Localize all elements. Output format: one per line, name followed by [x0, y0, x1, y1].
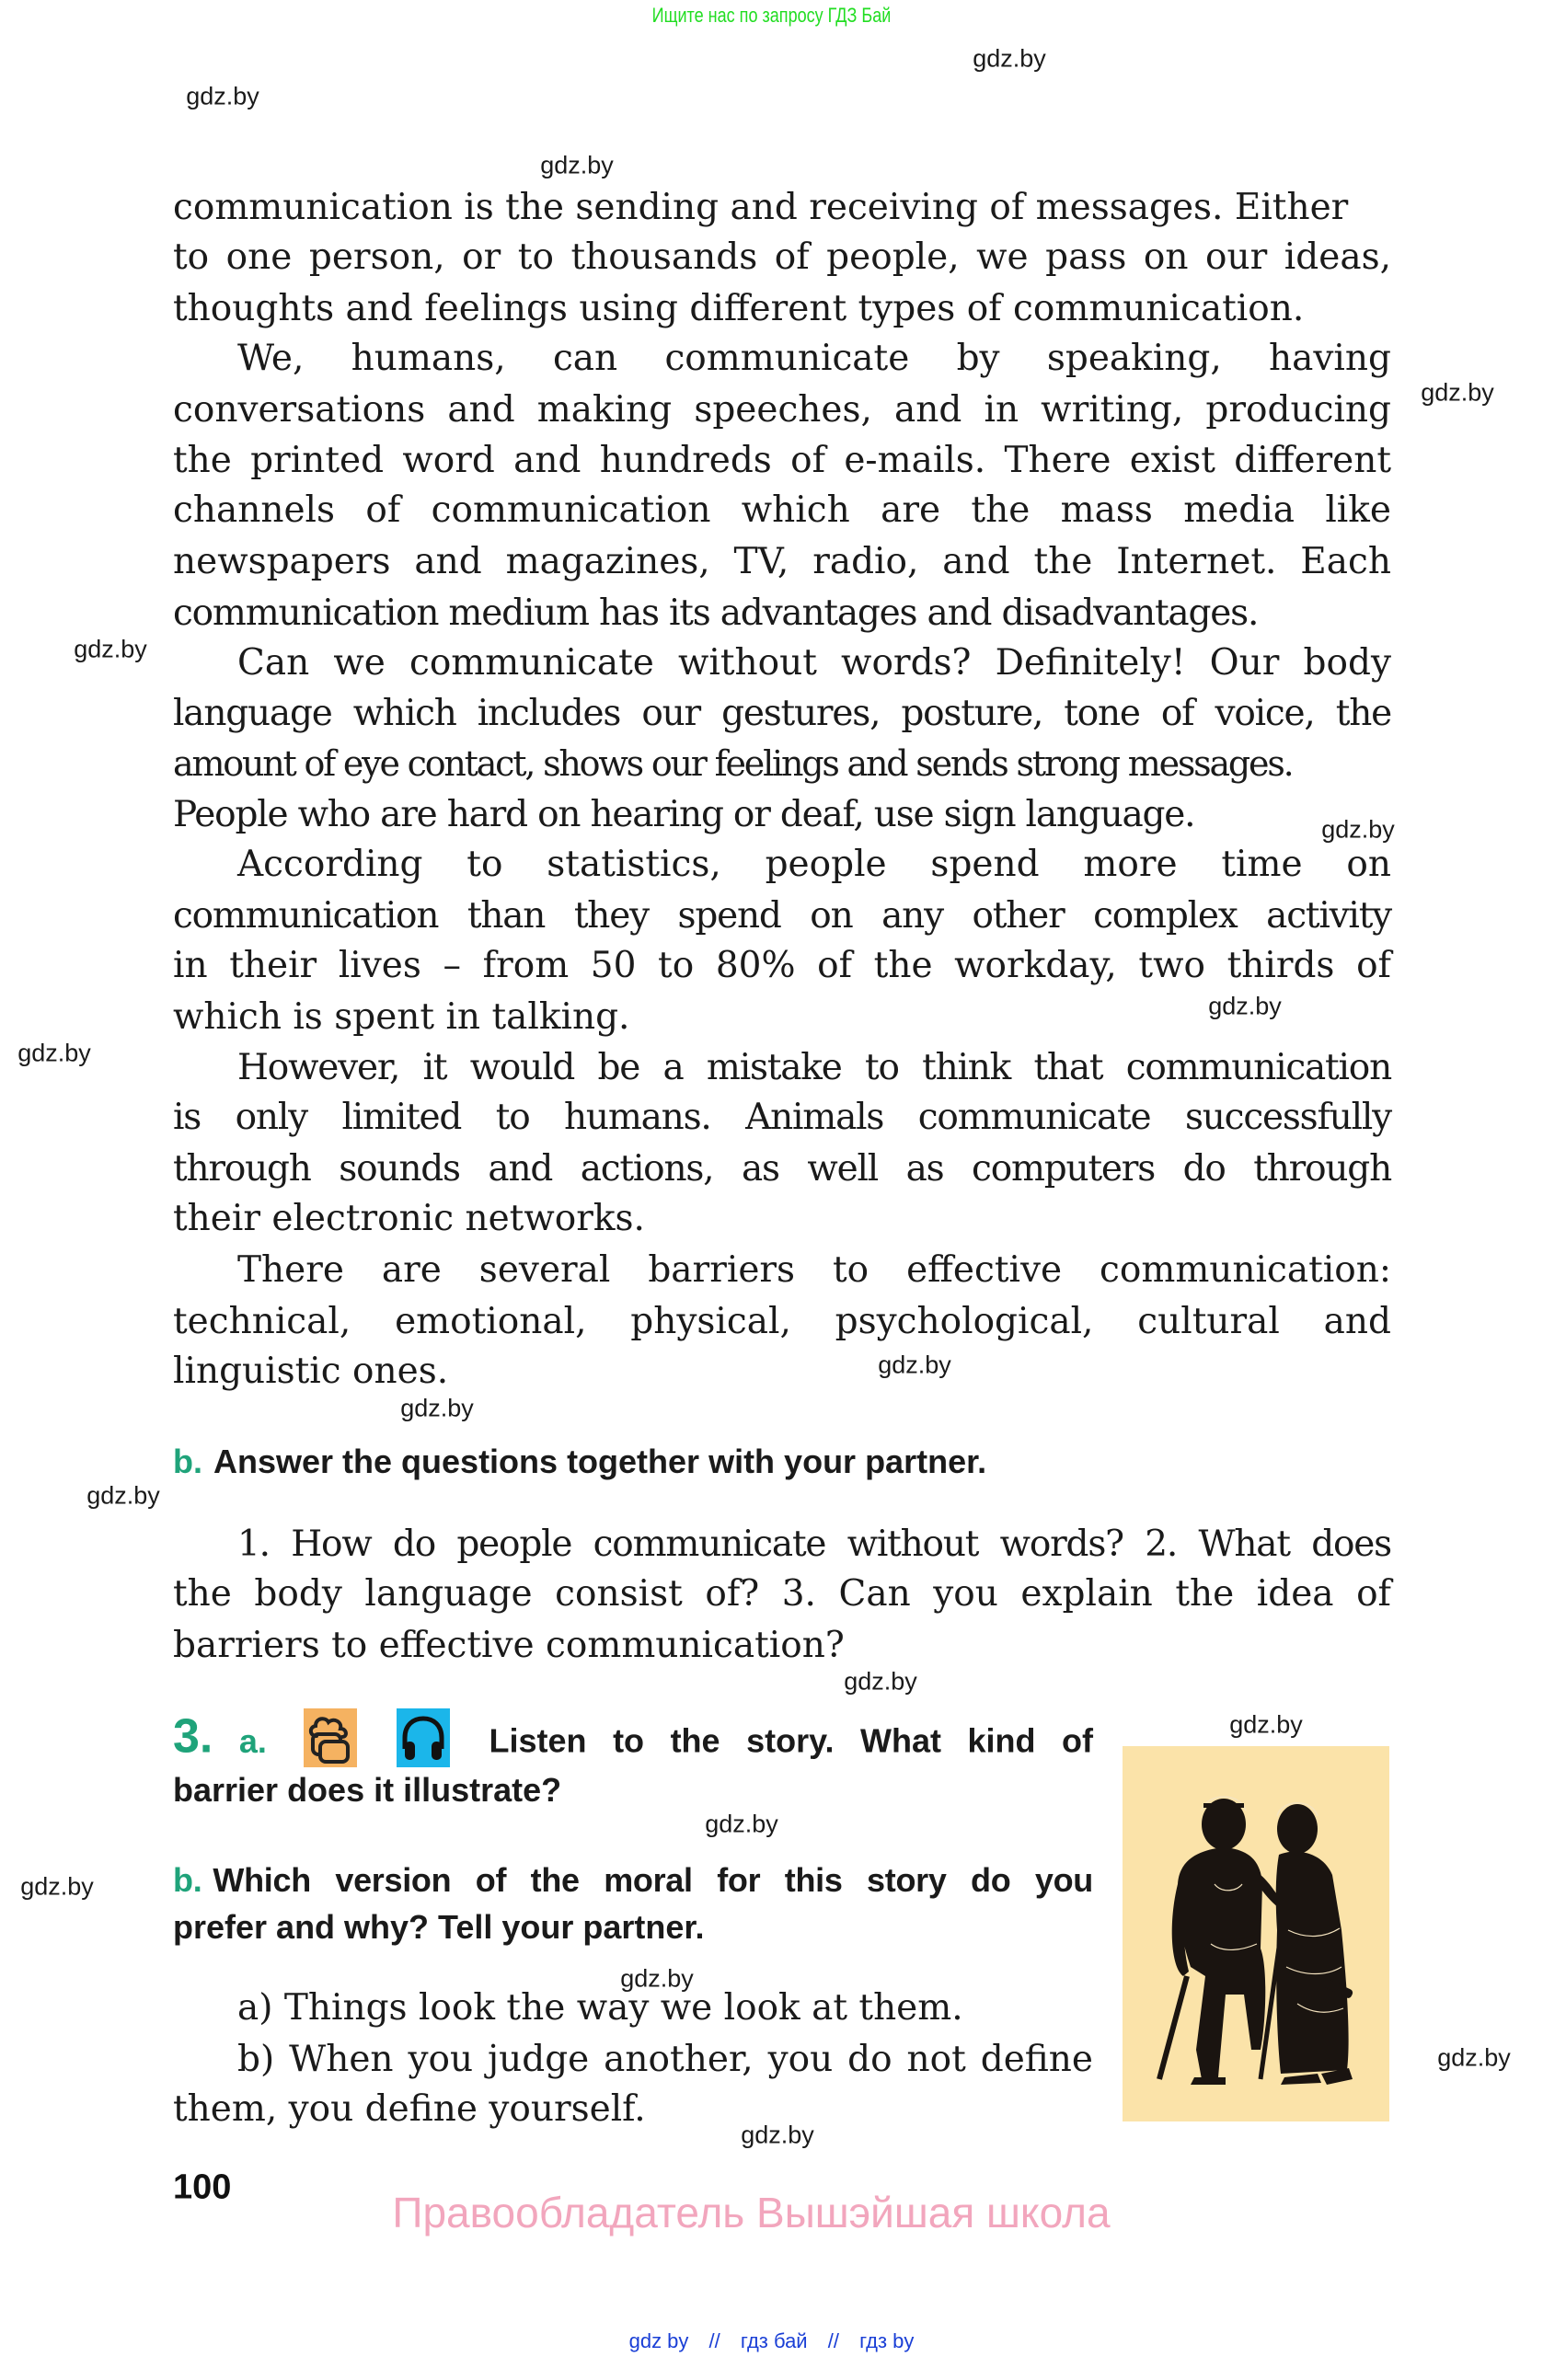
copyright-text: Правообладатель Вышэйшая школа — [392, 2189, 1111, 2236]
task-label: b. — [173, 1861, 202, 1899]
watermark-text: gdz.by — [20, 1872, 94, 1901]
body-line: communication medium has its advantages and disadvantages. — [173, 592, 1259, 634]
watermark-text: gdz.by — [1208, 992, 1282, 1020]
watermark-text: gdz.by — [844, 1667, 917, 1696]
body-line: channels of communication which are the mass media like — [173, 489, 1391, 531]
watermark-text: gdz.by — [540, 151, 614, 179]
watermark-text: gdz.by — [17, 1039, 91, 1067]
watermark-text: gdz.by — [186, 82, 259, 110]
task-label: b. — [173, 1443, 202, 1480]
task-instruction-text: Answer the questions together with your partner. — [213, 1443, 987, 1480]
footer-separator: // — [708, 2329, 720, 2352]
headphones-icon — [397, 1708, 450, 1767]
watermark-text: gdz.by — [741, 2121, 814, 2149]
copyright-notice — [0, 2188, 1543, 2237]
watermark-text: gdz.by — [705, 1810, 778, 1838]
footer-link-gdz-bai[interactable]: гдз бай — [740, 2329, 808, 2352]
body-line: thoughts and feelings using different types of communication. — [173, 288, 1305, 329]
watermark-text: gdz.by — [878, 1351, 951, 1379]
watermark-text: gdz.by — [1437, 2043, 1511, 2072]
body-line: their electronic networks. — [173, 1198, 645, 1239]
body-line: amount of eye contact, shows our feelings and sends strong messages. — [173, 743, 1293, 784]
greek-figures-image — [1123, 1746, 1389, 2121]
footer-link-gdz-by[interactable]: gdz by — [628, 2329, 689, 2352]
watermark-text: gdz.by — [1421, 378, 1494, 407]
body-line: Can we communicate without words? Definitely! Our body — [237, 642, 1391, 684]
task-3b-instruction-cont: prefer and why? Tell your partner. — [173, 1908, 705, 1946]
body-line: to one person, or to thousands of people, we pass on our ideas, — [173, 236, 1391, 278]
footer-links — [0, 2329, 1543, 2353]
body-line: We, humans, can communicate by speaking, having — [237, 338, 1391, 379]
watermark-text: gdz.by — [1229, 1710, 1303, 1739]
question-line: 1. How do people communicate without words? 2. What does — [237, 1523, 1391, 1565]
task-3a-instruction — [173, 1709, 1093, 1773]
speech-bubbles-icon — [304, 1708, 357, 1767]
question-line: barriers to effective communication? — [173, 1625, 845, 1666]
body-line: which is spent in talking. — [173, 996, 630, 1038]
page-number: 100 — [173, 2167, 232, 2207]
top-banner: Ищите нас по запросу ГДЗ Бай — [651, 4, 892, 27]
body-line: the printed word and hundreds of e-mails. There exist different — [173, 440, 1391, 481]
watermark-text: gdz.by — [1321, 815, 1395, 844]
body-line: communication is the sending and receiving of messages. Either — [173, 187, 1349, 228]
body-line: technical, emotional, physical, psychological, cultural and — [173, 1301, 1391, 1342]
body-line: in their lives – from 50 to 80% of the workday, two thirds of — [173, 945, 1391, 986]
footer-separator: // — [827, 2329, 839, 2352]
task-instruction-text: Which version of the moral for this story do you — [213, 1861, 1093, 1899]
body-line: According to statistics, people spend more time on — [237, 844, 1391, 885]
body-line: linguistic ones. — [173, 1351, 449, 1392]
task-label: a. — [238, 1721, 267, 1760]
task-2b-instruction — [173, 1442, 986, 1482]
greek-figures-illustration — [1123, 1746, 1389, 2121]
watermark-text: gdz.by — [620, 1964, 694, 1993]
moral-option: them, you define yourself. — [173, 2088, 646, 2130]
task-3b-instruction — [173, 1860, 1093, 1901]
footer-link-gdz-by-cyr[interactable]: гдз by — [859, 2329, 915, 2352]
watermark-text: gdz.by — [74, 635, 147, 663]
body-line: language which includes our gestures, posture, tone of voice, the — [173, 693, 1391, 734]
moral-option: b) When you judge another, you do not define — [237, 2039, 1093, 2080]
watermark-text: gdz.by — [86, 1481, 160, 1510]
task-number: 3. — [173, 1709, 213, 1764]
body-line: However, it would be a mistake to think that communication — [237, 1047, 1391, 1088]
body-line: People who are hard on hearing or deaf, use sign language. — [173, 794, 1195, 835]
body-line: communication than they spend on any other complex activity — [173, 895, 1391, 937]
watermark-text: gdz.by — [400, 1394, 474, 1422]
body-line: through sounds and actions, as well as computers do through — [173, 1148, 1391, 1190]
moral-option: a) Things look the way we look at them. — [237, 1987, 963, 2029]
body-line: newspapers and magazines, TV, radio, and the Internet. Each — [173, 541, 1391, 582]
question-line: the body language consist of? 3. Can you explain the idea of — [173, 1573, 1391, 1615]
watermark-text: gdz.by — [973, 44, 1046, 73]
body-line: conversations and making speeches, and in writing, producing — [173, 389, 1391, 431]
task-3a-instruction-cont: barrier does it illustrate? — [173, 1771, 562, 1809]
task-instruction-text: Listen to the story. What kind of — [489, 1721, 1093, 1760]
body-line: There are several barriers to effective communication: — [237, 1249, 1391, 1291]
body-line: is only limited to humans. Animals communicate successfully — [173, 1097, 1391, 1138]
